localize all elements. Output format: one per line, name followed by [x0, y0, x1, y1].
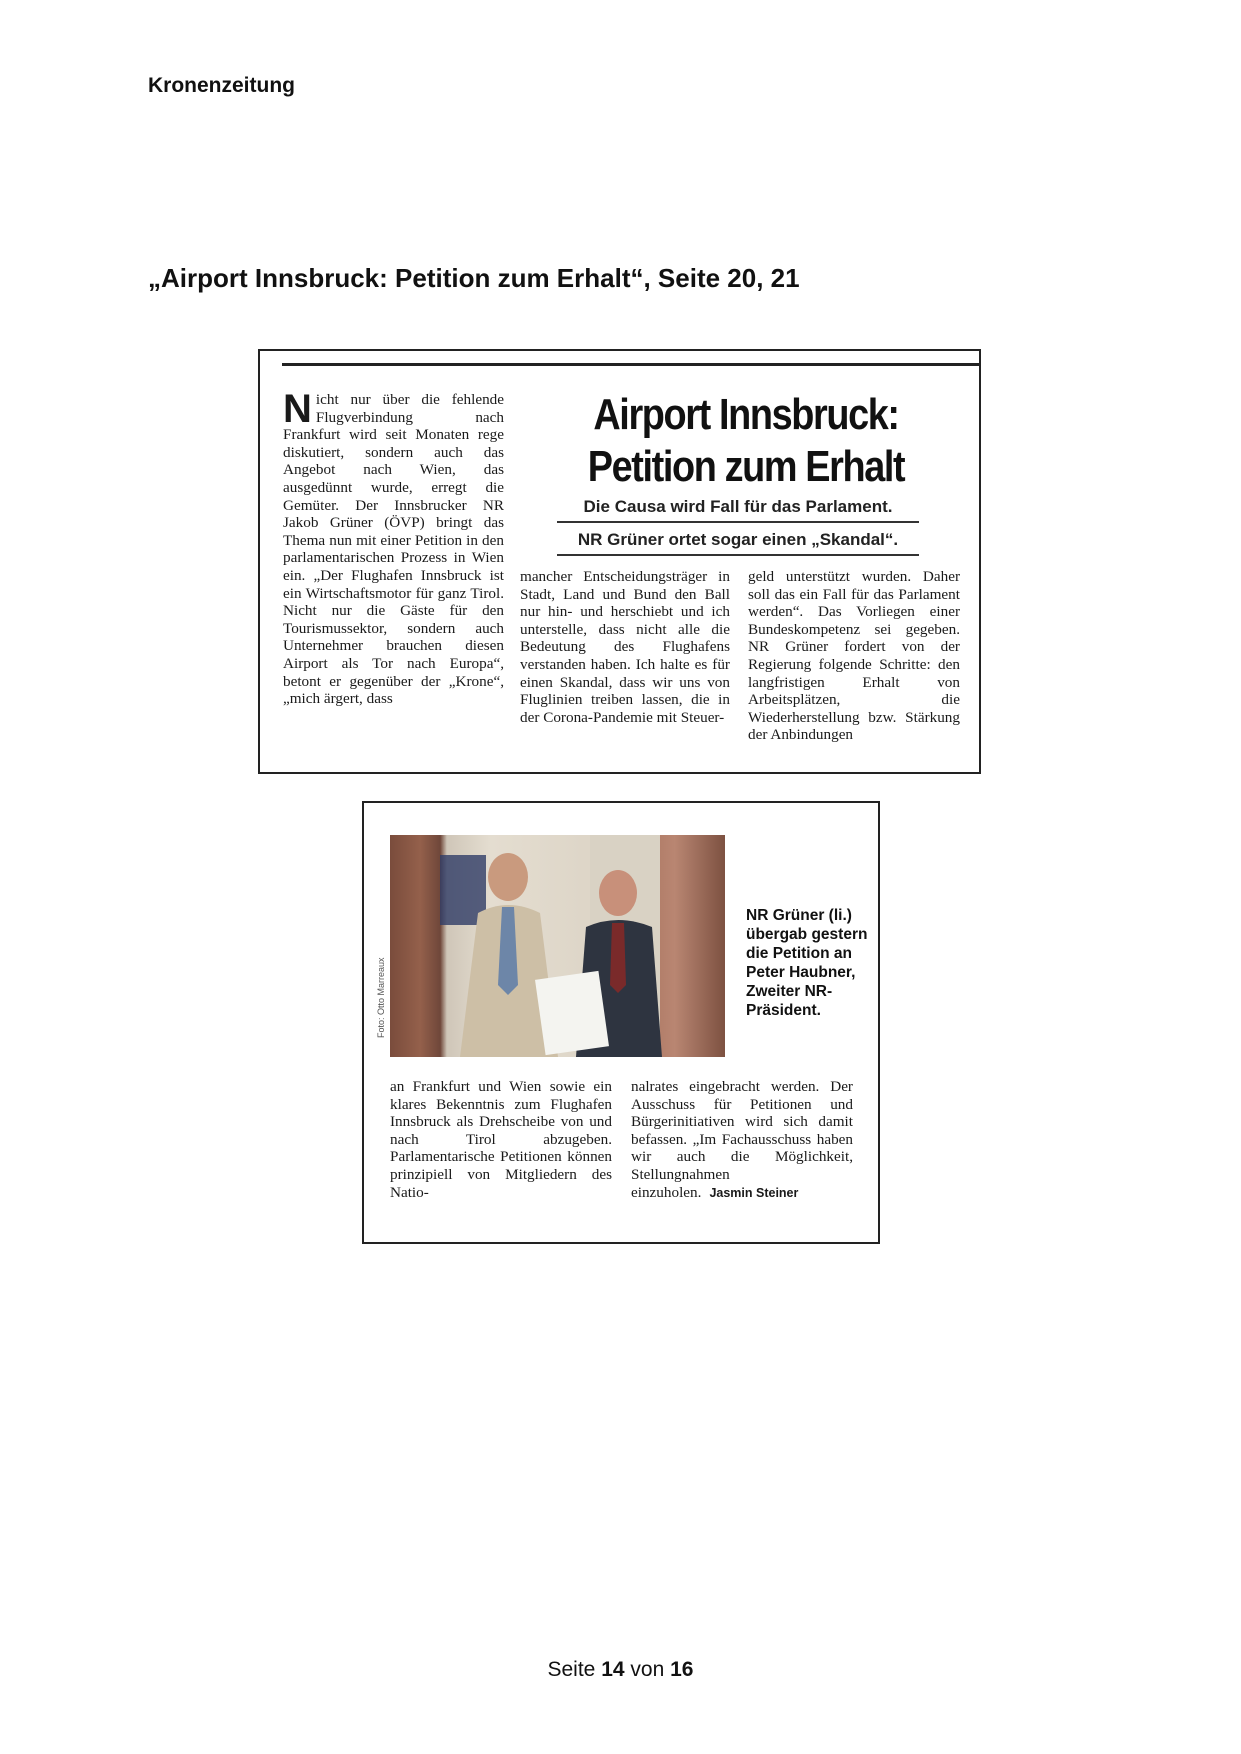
- top-rule: [282, 363, 979, 366]
- photo-illustration: [390, 835, 725, 1057]
- drop-cap: N: [283, 387, 312, 431]
- source-name: Kronenzeitung: [148, 74, 295, 97]
- article-column-3: geld unterstützt wurden. Daher soll das ein Fall für das Parlament werden“. Das Vorliegen einer Bundeskompetenz sei gegeben. NR Grüner fordert von der Regierung folgende Schritte: den langfristigen Erhalt von Arbeitsplätzen, die Wiederherstellung bzw. Stärkung der Anbindungen: [748, 568, 960, 744]
- article-column-1-text: icht nur über die fehlende Flugverbindung nach Frankfurt wird seit Monaten rege diskutiert, sondern auch das Angebot nach Wien, das ausgedünnt wurde, erregt die Gemüter. Der Innsbrucker NR Jakob Grüner (ÖVP) bringt das Thema nun mit einer Petition in den parlamentarischen Prozess in Wien ein. „Der Flughafen Innsbruck ist ein Wirtschaftsmotor für ganz Tirol. Nicht nur die Gäste für den Tourismussektor, sondern auch Unternehmer brauchen diesen Airport als Tor nach Europa“, betont er gegenüber der „Krone“, „mich ärgert, dass: [283, 391, 504, 708]
- footer-middle: von: [630, 1658, 665, 1681]
- article-clipping-main: [258, 349, 981, 774]
- author-byline: Jasmin Steiner: [709, 1185, 799, 1200]
- photo-credit: Foto: Otto Marreaux: [376, 957, 386, 1038]
- headline-line-2: Petition zum Erhalt: [587, 442, 905, 491]
- article-headline: [562, 389, 930, 493]
- footer-page-number: 14: [601, 1658, 625, 1681]
- page-footer: [0, 1658, 1241, 1682]
- clipping-title: „Airport Innsbruck: Petition zum Erhalt“, Seite 20, 21: [148, 263, 800, 293]
- article-column-4: an Frankfurt und Wien sowie ein klares Bekenntnis zum Flughafen Innsbruck als Drehscheibe von und nach Tirol abzugeben. Parlamentarische Petitionen können prinzipiell von Mitgliedern des Natio-: [390, 1078, 612, 1201]
- subheading-1: Die Causa wird Fall für das Parlament.: [557, 497, 919, 523]
- article-column-2: mancher Entscheidungsträger in Stadt, Land und Bund den Ball nur hin- und herschiebt und ich unterstelle, dass nicht alle die Bedeutung des Flughafens verstanden haben. Ich halte es für einen Skandal, dass wir uns von Fluglinien treiben lassen, die in der Corona-Pandemie mit Steuer-: [520, 568, 730, 726]
- headline-line-1: Airport Innsbruck:: [593, 390, 899, 439]
- footer-total-pages: 16: [670, 1658, 694, 1681]
- photo-caption: NR Grüner (li.) übergab gestern die Petition an Peter Haubner, Zweiter NR-Präsident.: [746, 907, 868, 1019]
- subheading-2: NR Grüner ortet sogar einen „Skandal“.: [557, 530, 919, 556]
- article-column-5-text: nalrates eingebracht werden. Der Ausschuss für Petitionen und Bürgerinitiativen wird sich damit befassen. „Im Fachausschuss haben wir auch die Möglichkeit, Stellungnahmen einzuholen.: [631, 1078, 853, 1201]
- article-clipping-photo: [362, 801, 880, 1244]
- article-column-1: [283, 387, 504, 708]
- article-column-5: [631, 1078, 853, 1202]
- press-photo: [390, 835, 725, 1057]
- footer-prefix: Seite: [547, 1658, 596, 1681]
